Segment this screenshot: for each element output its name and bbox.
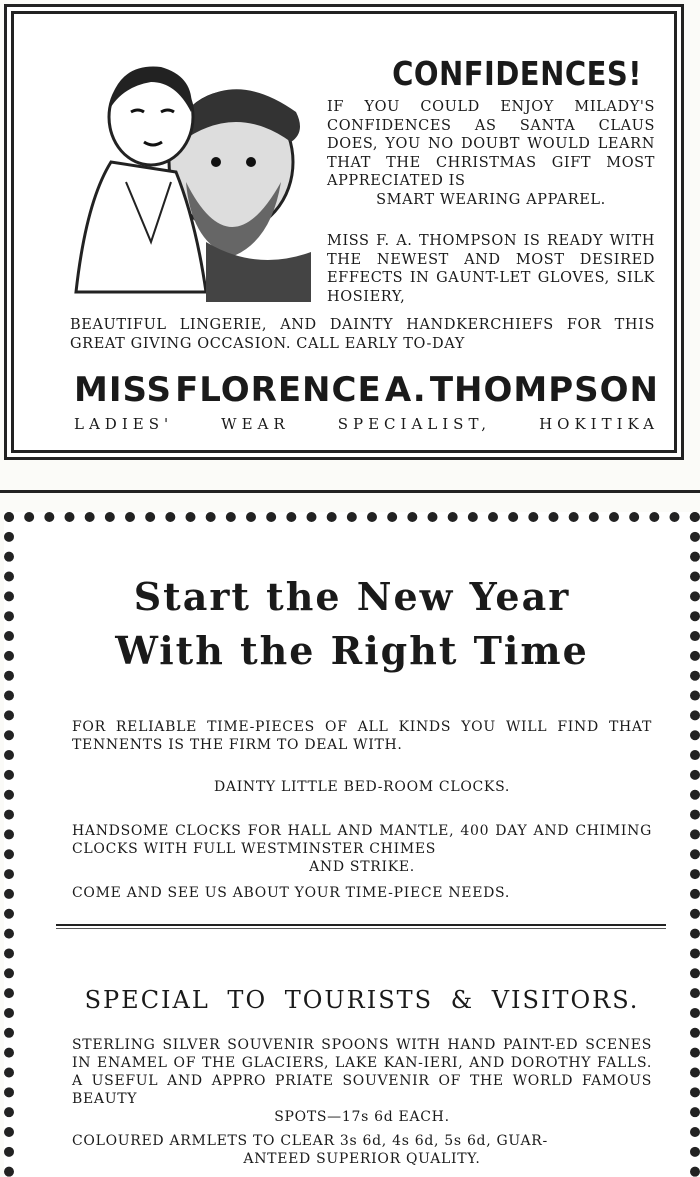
armlets-last: ANTEED SUPERIOR QUALITY. [243,1151,481,1167]
offer-paragraph: MISS F. A. THOMPSON IS READY WITH THE NEWEST AND MOST DESIRED EFFECTS IN GAUNT-LET GLOVES, SILK HOSIERY, [327,233,655,305]
tennents-advertisement [4,512,700,1177]
intro-last-line: SMART WEARING APPAREL. [376,191,606,208]
right-time-heading: With the Right Time [115,628,589,673]
name-word: A. [384,370,427,410]
name-word: FLORENCE [175,370,382,410]
inner-divider-thin [56,928,666,929]
headline: CONFIDENCES! [392,54,642,93]
offer-paragraph-continued: BEAUTIFUL LINGERIE, AND DAINTY HANDKERCHIEFS FOR THIS GREAT GIVING OCCASION. CALL EARLY TO-DAY [70,317,655,352]
visit-us-line: COME AND SEE US ABOUT YOUR TIME-PIECE NEEDS. [72,885,511,901]
intro-paragraph [327,98,655,209]
bedroom-clocks-line: DAINTY LITTLE BED-ROOM CLOCKS. [213,779,511,795]
tagline-word: SPECIALIST, [337,415,492,433]
mantle-clocks-last: AND STRIKE. [309,859,415,875]
souvenir-text: STERLING SILVER SOUVENIR SPOONS WITH HAND PAINT-ED SCENES IN ENAMEL OF THE GLACIERS, LAKE KAN-IERI, AND DOROTHY FALLS. A USEFUL AND APPRO PRIATE SOUVENIR OF THE WORLD FAMOUS BEAUTY [72,1037,652,1107]
souvenir-spoons-paragraph [72,1036,652,1126]
souvenir-price: SPOTS—17s 6d EACH. [274,1109,450,1125]
intro-text: IF YOU COULD ENJOY MILADY'S CONFIDENCES AS SANTA CLAUS DOES, YOU NO DOUBT WOULD LEARN THAT THE CHRISTMAS GIFT MOST APPRECIATED IS [327,99,655,189]
armlets-paragraph [72,1132,652,1168]
name-word: MISS [74,370,172,410]
business-tagline [74,415,659,433]
tourists-heading: SPECIAL TO TOURISTS & VISITORS. [84,986,640,1014]
thompson-advertisement [4,4,684,460]
mantle-clocks-text: HANDSOME CLOCKS FOR HALL AND MANTLE, 400 DAY AND CHIMING CLOCKS WITH FULL WESTMINSTER CHIMES [72,823,652,857]
tagline-word: WEAR [221,415,290,433]
new-year-heading: Start the New Year [133,574,571,619]
woman-and-santa-illustration [56,42,326,312]
name-word: THOMPSON [429,370,659,410]
mantle-clocks-paragraph [72,822,652,876]
armlets-text: COLOURED ARMLETS TO CLEAR 3s 6d, 4s 6d, 5s 6d, GUAR- [72,1133,548,1149]
inner-divider [56,924,666,926]
tagline-word: LADIES' [74,415,174,433]
timepieces-paragraph: FOR RELIABLE TIME-PIECES OF ALL KINDS YOU WILL FIND THAT TENNENTS IS THE FIRM TO DEAL WITH. [72,719,652,753]
business-name [74,370,659,410]
tagline-word: HOKITIKA [539,415,659,433]
section-divider [0,490,700,493]
